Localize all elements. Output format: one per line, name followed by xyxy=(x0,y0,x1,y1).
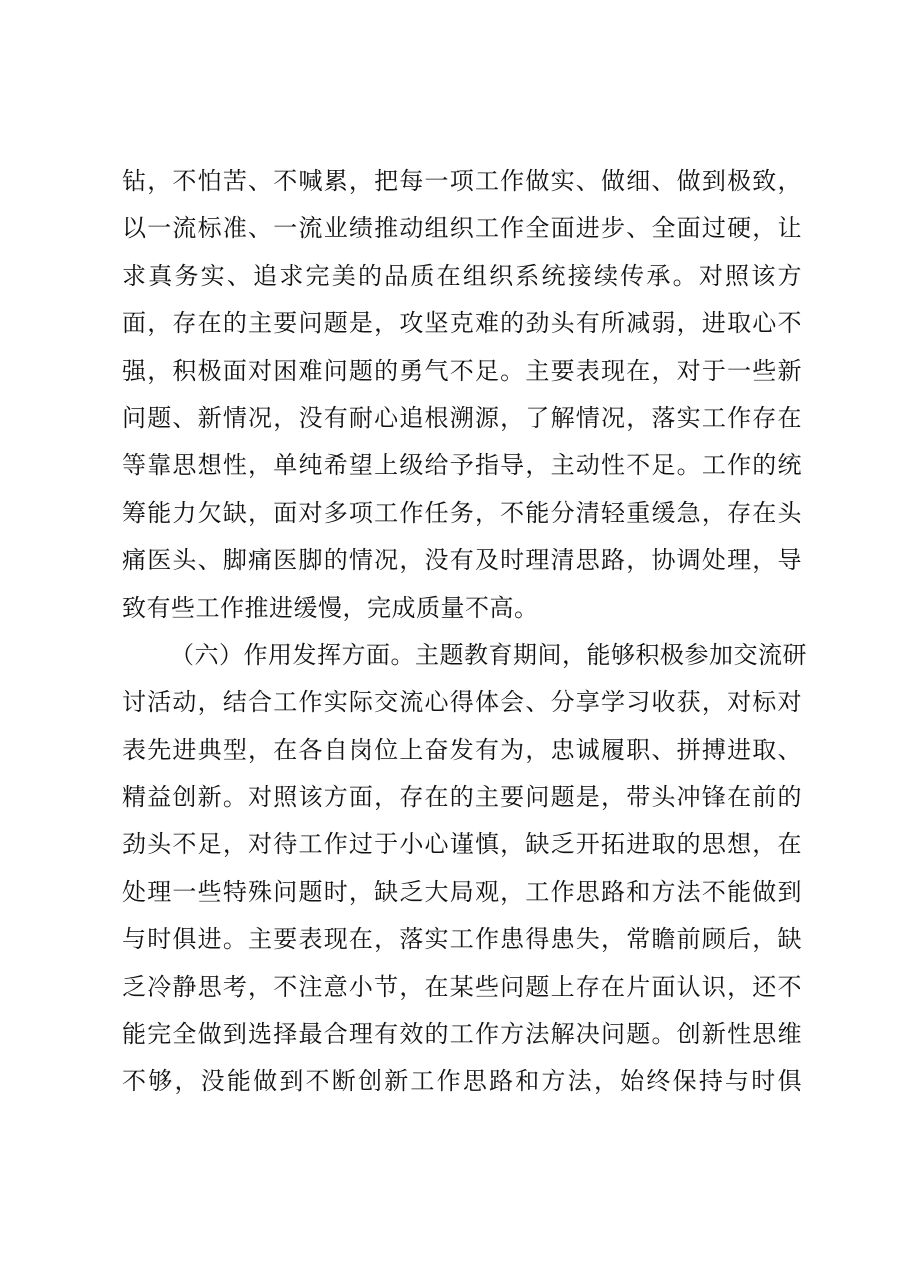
text-line: 乏冷静思考，不注意小节，在某些问题上存在片面认识，还不 xyxy=(122,972,802,1001)
text-line: 致有些工作推进缓慢，完成质量不高。 xyxy=(122,593,539,622)
text-line: 处理一些特殊问题时，缺乏大局观，工作思路和方法不能做到 xyxy=(122,877,802,906)
text-line: 精益创新。对照该方面，存在的主要问题是，带头冲锋在前的 xyxy=(122,783,802,812)
body-text xyxy=(122,158,807,1106)
text-line: 问题、新情况，没有耐心追根溯源，了解情况，落实工作存在 xyxy=(122,403,802,432)
text-line: 钻，不怕苦、不喊累，把每一项工作做实、做细、做到极致， xyxy=(122,167,802,195)
text-line: 筹能力欠缺，面对多项工作任务，不能分清轻重缓急，存在头 xyxy=(122,498,802,527)
text-line: 能完全做到选择最合理有效的工作方法解决问题。创新性思维 xyxy=(122,1020,802,1049)
text-line: 讨活动，结合工作实际交流心得体会、分享学习收获，对标对 xyxy=(122,688,802,717)
text-line: 强，积极面对困难问题的勇气不足。主要表现在，对于一些新 xyxy=(122,356,802,385)
text-line: 求真务实、追求完美的品质在组织系统接续传承。对照该方 xyxy=(122,261,802,290)
text-line: 痛医头、脚痛医脚的情况，没有及时理清思路，协调处理，导 xyxy=(122,546,802,575)
text-line: 以一流标准、一流业绩推动组织工作全面进步、全面过硬，让 xyxy=(122,214,802,243)
text-line: （六）作用发挥方面。主题教育期间，能够积极参加交流研 xyxy=(170,640,807,669)
text-line: 与时俱进。主要表现在，落实工作患得患失，常瞻前顾后，缺 xyxy=(122,925,802,954)
text-line: 面，存在的主要问题是，攻坚克难的劲头有所减弱，进取心不 xyxy=(122,309,802,338)
text-line: 表先进典型，在各自岗位上奋发有为，忠诚履职、拼搏进取、 xyxy=(122,735,802,764)
text-line: 等靠思想性，单纯希望上级给予指导，主动性不足。工作的统 xyxy=(122,451,802,480)
text-line: 劲头不足，对待工作过于小心谨慎，缺乏开拓进取的思想，在 xyxy=(122,830,802,859)
text-line: 不够，没能做到不断创新工作思路和方法，始终保持与时俱 xyxy=(122,1067,802,1096)
